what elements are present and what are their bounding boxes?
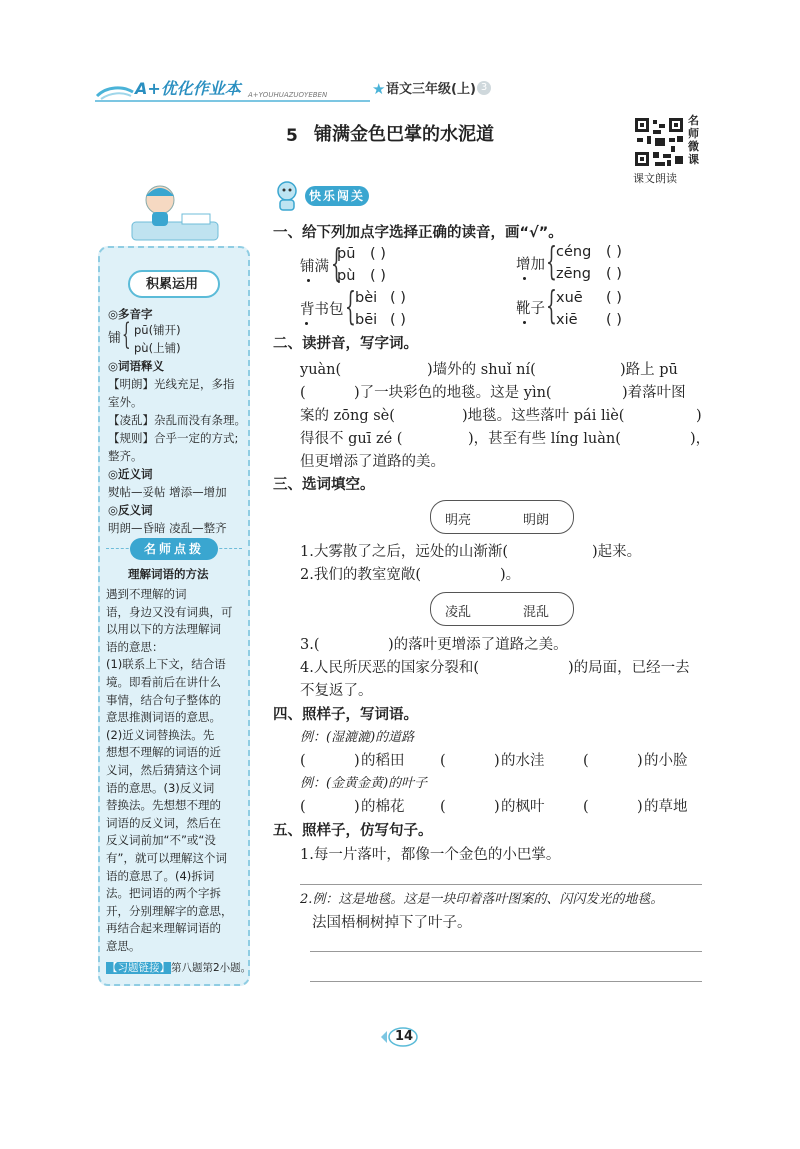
section-banner: 快乐闯关: [305, 186, 369, 206]
exercise-link: [106, 960, 251, 975]
gloss-3a: 【规则】合乎一定的方式;: [108, 431, 239, 445]
qr-code-icon: [633, 116, 685, 168]
q4-r2-open-3: (: [583, 799, 589, 815]
q5-heading: 五、照样子，仿写句子。: [273, 823, 433, 839]
q2-heading: 二、读拼音，写字词。: [273, 336, 418, 352]
q3-heading: 三、选词填空。: [273, 477, 375, 493]
q1-brace-2: {: [546, 239, 557, 283]
method-line: 法。把词语的两个字拆: [106, 886, 221, 901]
method-title: 理解词语的方法: [128, 567, 209, 581]
answer-line-2: [310, 951, 702, 952]
q1-brace-1: {: [331, 241, 342, 285]
q2-line1-c: )路上 pū: [620, 362, 678, 378]
q1-opt-3a: bèi: [355, 290, 378, 306]
q2-line1-b: )墙外的 shuǐ ní(: [427, 362, 536, 378]
q1-paren-4a: ( ): [606, 290, 622, 306]
q2-line4-c: )，: [690, 431, 711, 447]
q4-r1-close-3: ): [637, 753, 643, 769]
method-line: 语的意思。(3)反义词: [106, 780, 215, 795]
q1-paren-1a: ( ): [370, 246, 386, 262]
q4-r2-open-2: (: [440, 799, 446, 815]
q3-s4-b: )的局面，已经一去: [568, 660, 690, 676]
q4-r1-close-2: ): [494, 753, 500, 769]
q1-brace-3: {: [345, 284, 356, 328]
antonym-text: 明朗—昏暗 凌乱—整齐: [108, 521, 227, 535]
qr-side-label: 名师微课: [688, 114, 699, 166]
synonym-text: 熨帖—妥帖 增添—增加: [108, 485, 227, 499]
word-choice-2a: 凌乱: [445, 605, 472, 620]
q1-paren-1b: ( ): [370, 268, 386, 284]
sidebar-title-badge: [128, 270, 220, 298]
method-line: 想想不理解的词语的近: [106, 745, 221, 760]
q4-r2-close-3: ): [637, 799, 643, 815]
q4-heading: 四、照样子，写词语。: [273, 707, 418, 723]
mascot-robot-icon: [270, 178, 304, 212]
emphasis-dot: [307, 279, 310, 282]
q5-sentence-2a: 2.例：这是地毯。这是一块印着落叶图案的、闪闪发光的地毯。: [300, 892, 664, 907]
emphasis-dot: [523, 321, 526, 324]
answer-line-3: [310, 981, 702, 982]
exercise-link-tag: 【习题链接】: [107, 962, 170, 974]
q1-opt-4b: xiē: [556, 312, 578, 328]
q3-s4-c: 不复返了。: [300, 683, 373, 699]
star-icon: ★: [372, 80, 386, 98]
tips-title-badge: [130, 538, 218, 560]
q3-s1-b: )起来。: [592, 544, 642, 560]
method-line: 词语的反义词，然后在: [106, 815, 221, 830]
tips-title: 名师点拨: [144, 542, 205, 556]
q3-s2-a: 2.我们的教室宽敞(: [300, 567, 421, 583]
method-line: 语的意思：: [106, 639, 164, 654]
q3-s3-a: 3.(: [300, 637, 320, 653]
word-choice-box-2: [430, 592, 574, 626]
polyphone-1: pū(铺开): [134, 323, 181, 337]
method-line: (2)近义词替换法。先: [106, 727, 215, 742]
grade-label: 语文三年级(上): [386, 82, 476, 97]
answer-line-1: [300, 884, 702, 885]
sidebar-panel: [98, 246, 250, 986]
q2-line4-b: )，甚至有些 líng luàn(: [468, 431, 621, 447]
q1-brace-4: {: [546, 283, 557, 327]
polyphone-heading: ◎多音字: [108, 307, 153, 321]
method-line: 义词，然后猜猜这个词: [106, 763, 221, 777]
q4-example-2: 例：(金黄金黄)的叶子: [300, 776, 428, 791]
lesson-title: 铺满金色巴掌的水泥道: [314, 124, 494, 145]
q3-s2-b: )。: [500, 567, 521, 583]
q4-r1-open-2: (: [440, 753, 446, 769]
q1-paren-4b: ( ): [606, 312, 622, 328]
sidebar-title: 积累运用: [146, 277, 199, 292]
q3-s4-a: 4.人民所厌恶的国家分裂和(: [300, 660, 479, 676]
glossary-heading: ◎词语释义: [108, 359, 165, 373]
q4-r2-word-1: 的棉花: [361, 799, 405, 815]
q1-word-2: 增加: [516, 257, 545, 273]
word-choice-box-1: [430, 500, 574, 534]
q4-r2-open-1: (: [300, 799, 306, 815]
polyphone-brace: {: [122, 317, 131, 352]
q2-line2-a: (: [300, 385, 306, 401]
q1-paren-3b: ( ): [390, 312, 406, 328]
q4-example-1: 例：(湿漉漉)的道路: [300, 730, 415, 745]
lesson-number: 5: [286, 126, 298, 146]
page-number-badge: [379, 1026, 423, 1048]
q3-s1-a: 1.大雾散了之后，远处的山渐渐(: [300, 544, 508, 560]
q4-r1-close-1: ): [354, 753, 360, 769]
method-line: 开，分别理解字的意思，: [106, 903, 233, 918]
q1-word-3: 背书包: [300, 302, 344, 318]
q2-line2-b: )了一块彩色的地毯。这是 yìn(: [354, 385, 552, 401]
method-line: 语，身边又没有词典，可: [106, 604, 233, 619]
polyphone-char: 铺: [108, 331, 122, 346]
q4-r2-close-1: ): [354, 799, 360, 815]
q1-word-1: 铺满: [300, 259, 329, 275]
q1-opt-1b: pù: [337, 268, 356, 284]
q1-heading: 一、给下列加点字选择正确的读音，画“√”。: [273, 225, 563, 241]
sidebar-mascot-icon: [120, 178, 230, 250]
q2-line3-b: )地毯。这些落叶 pái liè(: [462, 408, 625, 424]
q4-r1-word-1: 的稻田: [361, 753, 405, 769]
brand-subtitle: A+YOUHUAZUOYEBEN: [248, 91, 328, 99]
method-line: 替换法。先想想不理的: [106, 798, 221, 813]
method-line: 语的意思了。(4)拆词: [106, 868, 215, 883]
q1-paren-2a: ( ): [606, 244, 622, 260]
gloss-3b: 整齐。: [108, 449, 143, 463]
q1-word-4: 靴子: [516, 301, 545, 317]
q4-r1-word-2: 的水洼: [501, 753, 545, 769]
word-choice-1a: 明亮: [445, 513, 472, 528]
method-line: 意思推测词语的意思。: [106, 710, 221, 725]
q1-paren-2b: ( ): [606, 266, 622, 282]
q1-opt-4a: xuē: [556, 290, 583, 306]
synonym-heading: ◎近义词: [108, 467, 153, 481]
method-line: 有”，就可以理解这个词: [106, 851, 227, 865]
q3-s3-b: )的落叶更增添了道路之美。: [388, 637, 568, 653]
q2-line5: 但更增添了道路的美。: [300, 454, 445, 470]
emphasis-dot: [305, 322, 308, 325]
gloss-1a: 【明朗】光线充足，多指: [108, 377, 235, 391]
method-line: 反义词前加“不”或“没: [106, 833, 216, 848]
q2-line1-a: yuàn(: [300, 362, 342, 378]
q5-sentence-2b: 法国梧桐树掉下了叶子。: [312, 915, 472, 931]
exercise-link-text: 第八题第2小题。: [171, 962, 252, 974]
qr-caption: 课文朗读: [633, 172, 677, 185]
method-line: 再结合起来理解词语的: [106, 921, 221, 936]
q1-opt-2b: zēng: [556, 266, 591, 282]
gloss-2: 【凌乱】杂乱而没有条理。: [108, 413, 246, 427]
q5-sentence-1: 1.每一片落叶，都像一个金色的小巴掌。: [300, 847, 561, 863]
antonym-heading: ◎反义词: [108, 503, 153, 517]
page-number: 14: [395, 1029, 414, 1044]
q4-r2-word-2: 的枫叶: [501, 799, 545, 815]
method-line: (1)联系上下文，结合语: [106, 657, 226, 672]
q4-r1-open-1: (: [300, 753, 306, 769]
q4-r1-open-3: (: [583, 753, 589, 769]
q1-opt-2a: céng: [556, 244, 592, 260]
q2-line2-c: )着落叶图: [622, 385, 686, 401]
word-choice-1b: 明朗: [523, 513, 550, 528]
q1-opt-1a: pū: [337, 246, 356, 262]
gloss-1b: 室外。: [108, 395, 143, 409]
q1-paren-3a: ( ): [390, 290, 406, 306]
q4-r1-word-3: 的小脸: [644, 753, 688, 769]
method-line: 以用以下的方法理解词: [106, 622, 221, 637]
q4-r2-word-3: 的草地: [644, 799, 688, 815]
polyphone-2: pù(上铺): [134, 341, 181, 355]
q4-r2-close-2: ): [494, 799, 500, 815]
q2-line4-a: 得很不 guī zé (: [300, 431, 403, 447]
header-rule: [95, 100, 370, 102]
method-line: 意思。: [106, 939, 141, 953]
word-choice-2b: 混乱: [523, 605, 550, 620]
q1-opt-3b: bēi: [355, 312, 378, 328]
q2-line3-a: 案的 zōng sè(: [300, 408, 395, 424]
brand-title: A+优化作业本: [135, 79, 241, 98]
method-line: 遇到不理解的词: [106, 587, 187, 601]
grade-badge: 3: [477, 81, 491, 95]
method-line: 事情，结合句子整体的: [106, 692, 221, 707]
emphasis-dot: [523, 277, 526, 280]
q2-line3-c: ): [696, 408, 702, 424]
method-line: 境。即看前后在讲什么: [106, 675, 221, 689]
